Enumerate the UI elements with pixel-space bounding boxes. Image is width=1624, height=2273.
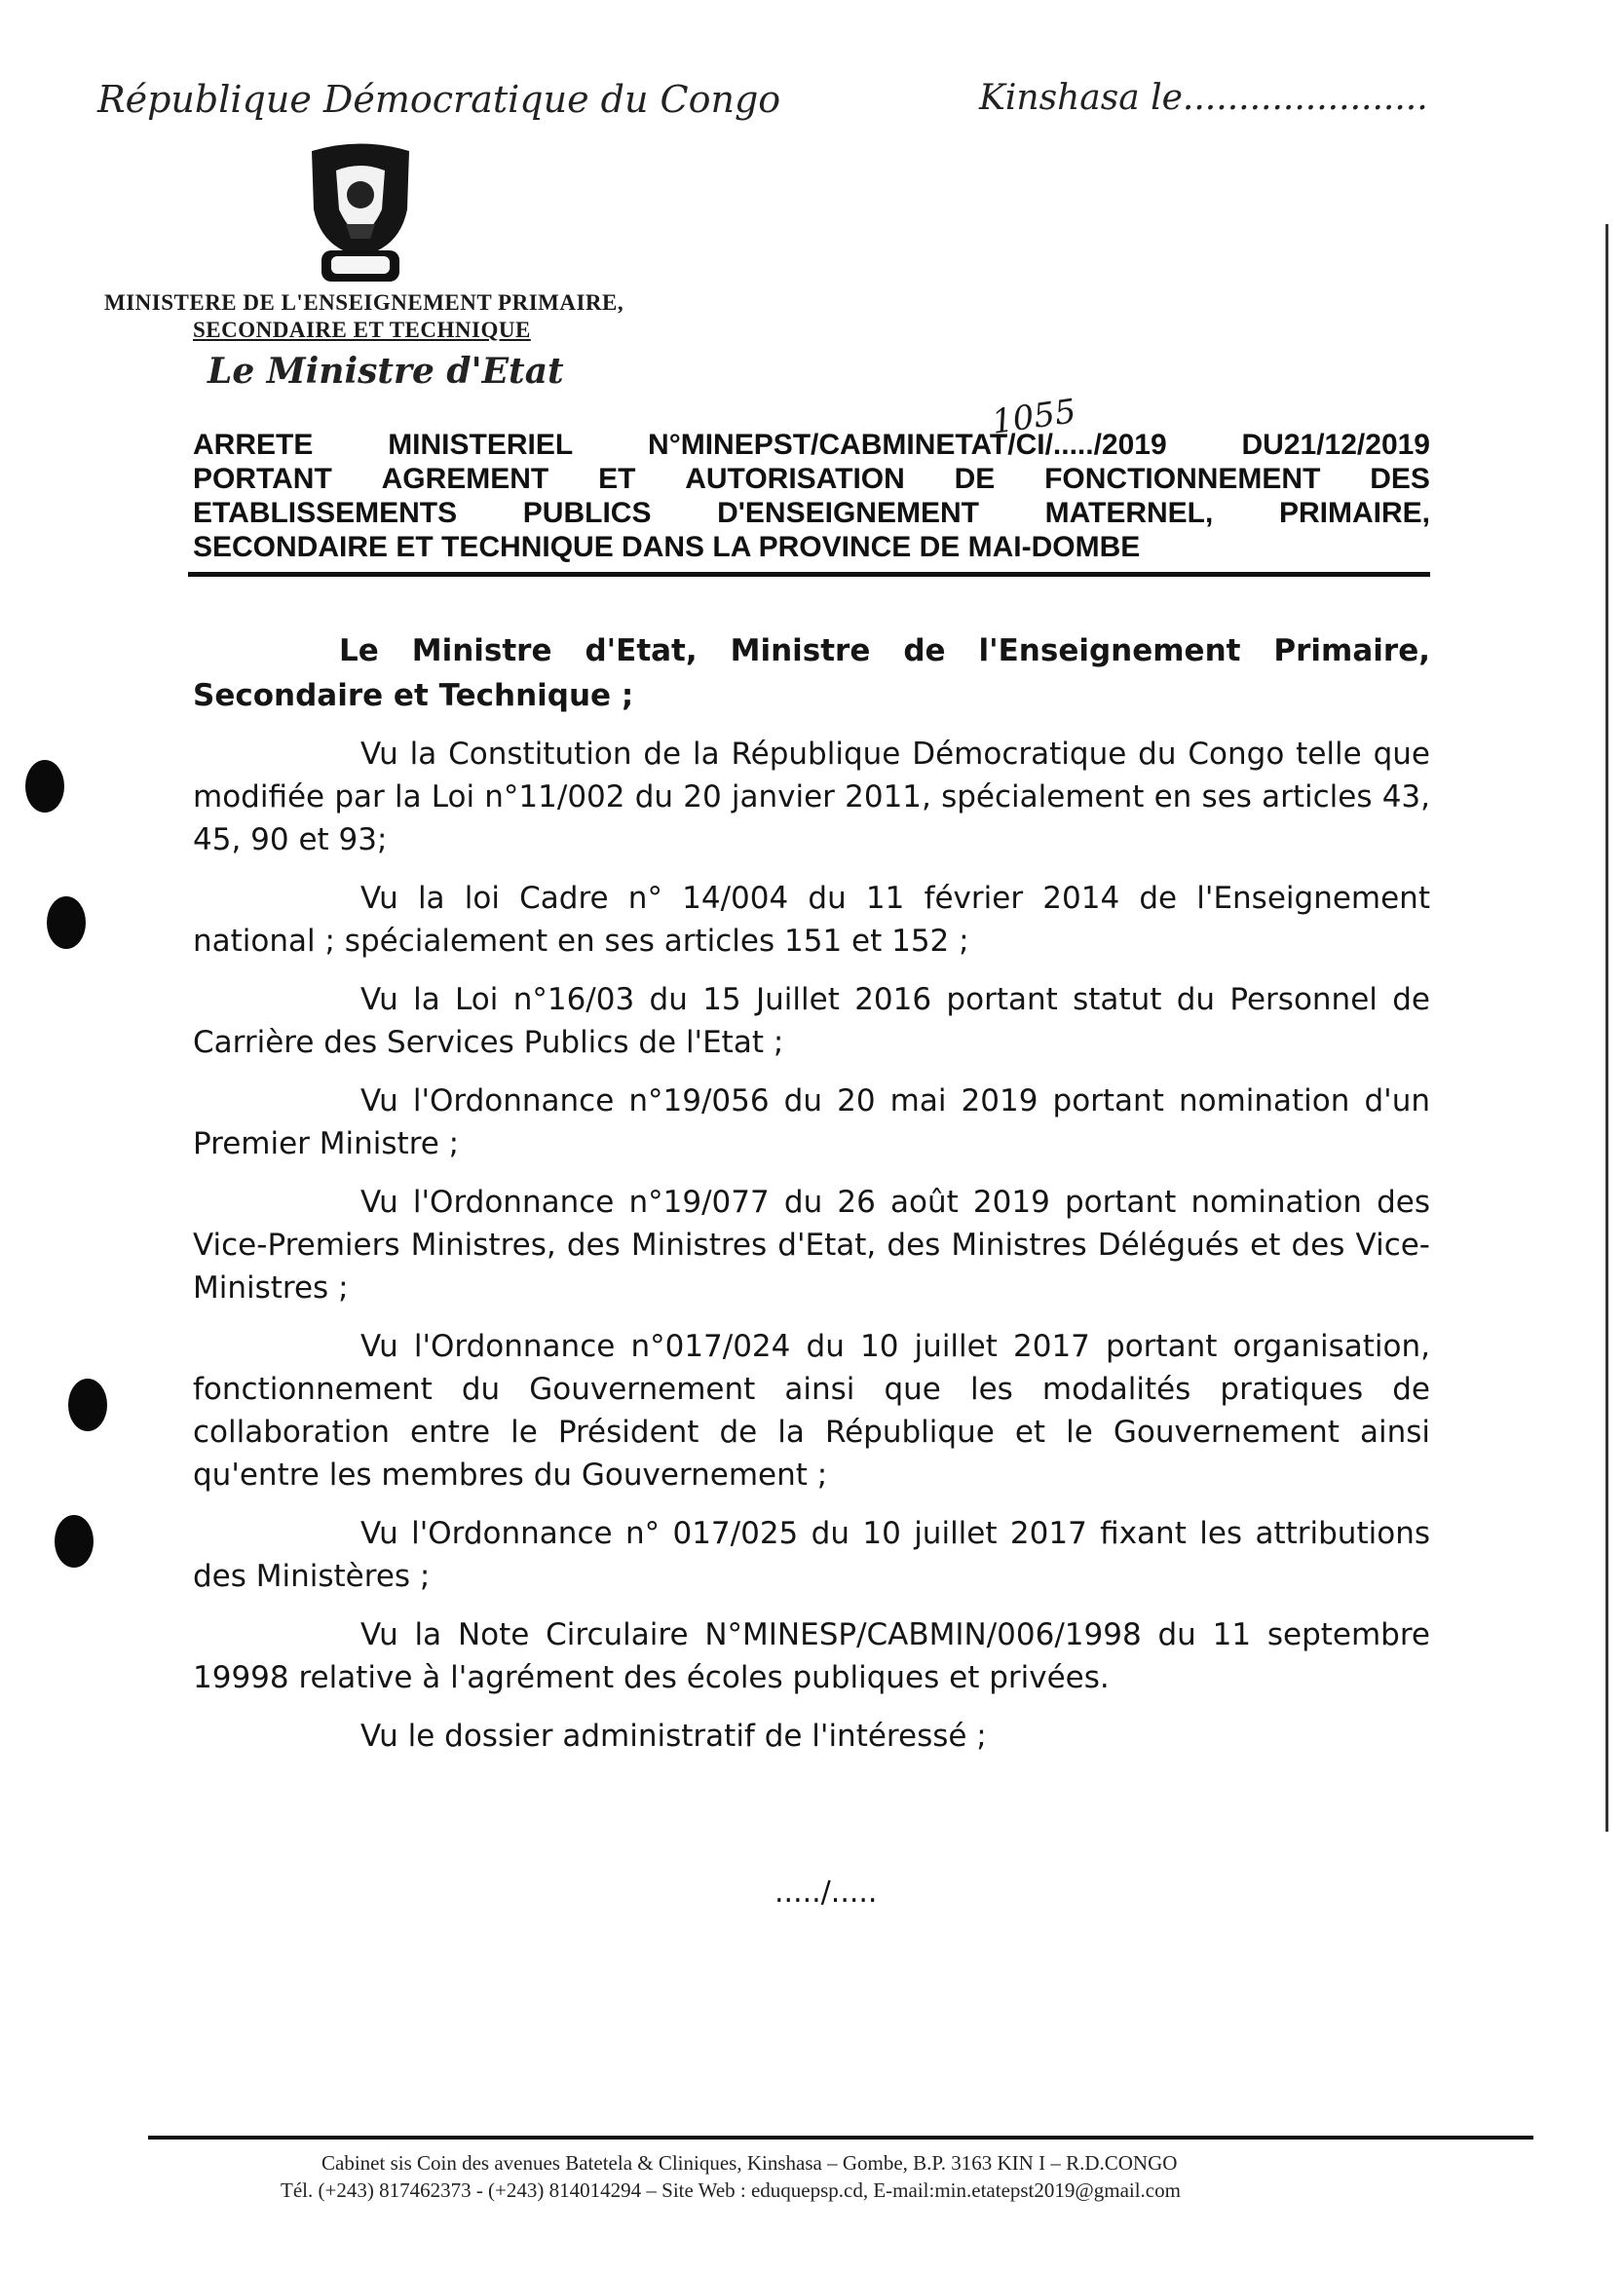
visa-paragraphs — [193, 733, 1430, 1758]
punch-hole — [47, 896, 86, 949]
visa-paragraph: Vu la loi Cadre n° 14/004 du 11 février 2014 de l'Enseignement national ; spécialement en ses articles 151 et 152 ; — [193, 881, 1430, 959]
visa-paragraph: Vu l'Ordonnance n° 017/025 du 10 juillet 2017 fixant les attributions des Ministères ; — [193, 1516, 1430, 1594]
arrete-word: DE — [954, 463, 996, 495]
arrete-word: ARRETE — [193, 429, 314, 461]
opening-text: Le Ministre d'Etat, Ministre de l'Enseignement Primaire, Secondaire et Technique ; — [193, 633, 1430, 713]
punch-hole — [68, 1379, 107, 1431]
arrete-word: AUTORISATION — [685, 463, 905, 495]
arrete-date: DU21/12/2019 — [1241, 429, 1430, 461]
minister-title-script: Le Ministre d'Etat — [208, 351, 564, 392]
arrete-title-line3 — [193, 497, 1430, 530]
scan-edge-line — [1605, 224, 1608, 1832]
footer-address: Cabinet sis Coin des avenues Batetela & Cliniques, Kinshasa – Gombe, B.P. 3163 KIN I – R.D.CONGO — [321, 2151, 1178, 2175]
coat-of-arms-emblem — [292, 141, 429, 287]
visa-paragraph: Vu la Constitution de la République Démocratique du Congo telle que modifiée par la Loi n°11/002 du 20 janvier 2011, spécialement en ses articles 43, 45, 90 et 93; — [193, 737, 1430, 857]
title-divider-rule — [188, 572, 1430, 577]
opening-statement — [193, 628, 1430, 718]
visa-paragraph: Vu la Note Circulaire N°MINESP/CABMIN/006/1998 du 11 septembre 19998 relative à l'agrément des écoles publiques et privées. — [193, 1617, 1430, 1695]
arrete-word: ET — [598, 463, 636, 495]
ministry-name-line1: MINISTERE DE L'ENSEIGNEMENT PRIMAIRE, — [104, 290, 624, 315]
footer-rule — [148, 2136, 1533, 2140]
arrete-title-line4: SECONDAIRE ET TECHNIQUE DANS LA PROVINCE DE MAI-DOMBE — [193, 531, 1141, 563]
arrete-word: PRIMAIRE, — [1278, 497, 1430, 529]
arrete-word: MINISTERIEL — [388, 429, 574, 461]
visa-paragraph: Vu l'Ordonnance n°19/056 du 20 mai 2019 portant nomination d'un Premier Ministre ; — [193, 1083, 1430, 1161]
handwritten-arrete-number: 1055 — [989, 392, 1078, 442]
footer-contacts: Tél. (+243) 817462373 - (+243) 814014294 – Site Web : eduquepsp.cd, E-mail:min.etatepst2019@gmail.com — [281, 2178, 1181, 2202]
arrete-word: MATERNEL, — [1044, 497, 1214, 529]
visa-paragraph: Vu l'Ordonnance n°017/024 du 10 juillet 2017 portant organisation, fonctionnement du Gouvernement ainsi que les modalités pratiques de collaboration entre le Président de la République et le Gouvernement ainsi qu'entre les membres du Gouvernement ; — [193, 1329, 1430, 1493]
place-date: Kinshasa le...................... — [979, 78, 1428, 118]
visa-paragraph: Vu le dossier administratif de l'intéressé ; — [360, 1719, 987, 1754]
arrete-word: D'ENSEIGNEMENT — [717, 497, 979, 529]
arrete-word: PUBLICS — [522, 497, 652, 529]
arrete-word: PORTANT — [193, 463, 332, 495]
punch-hole — [25, 760, 64, 813]
ministry-name-line2: SECONDAIRE ET TECHNIQUE — [193, 318, 531, 342]
page-continuation-mark: ...../..... — [774, 1875, 878, 1910]
arrete-reference-number: N°MINEPST/CABMINETAT/CI/...../2019 — [648, 429, 1167, 461]
arrete-word: AGREMENT — [381, 463, 549, 495]
visa-paragraph: Vu l'Ordonnance n°19/077 du 26 août 2019 portant nomination des Vice-Premiers Ministres, des Ministres d'Etat, des Ministres Délégués et des Vice-Ministres ; — [193, 1185, 1430, 1306]
visa-paragraph: Vu la Loi n°16/03 du 15 Juillet 2016 portant statut du Personnel de Carrière des Services Publics de l'Etat ; — [193, 982, 1430, 1060]
republic-heading: République Démocratique du Congo — [97, 78, 781, 121]
arrete-word: DES — [1370, 463, 1430, 495]
arrete-title-line1 — [193, 429, 1430, 462]
arrete-title-line2 — [193, 463, 1430, 496]
arrete-word: ETABLISSEMENTS — [193, 497, 458, 529]
punch-hole — [55, 1515, 94, 1568]
arrete-word: FONCTIONNEMENT — [1044, 463, 1321, 495]
